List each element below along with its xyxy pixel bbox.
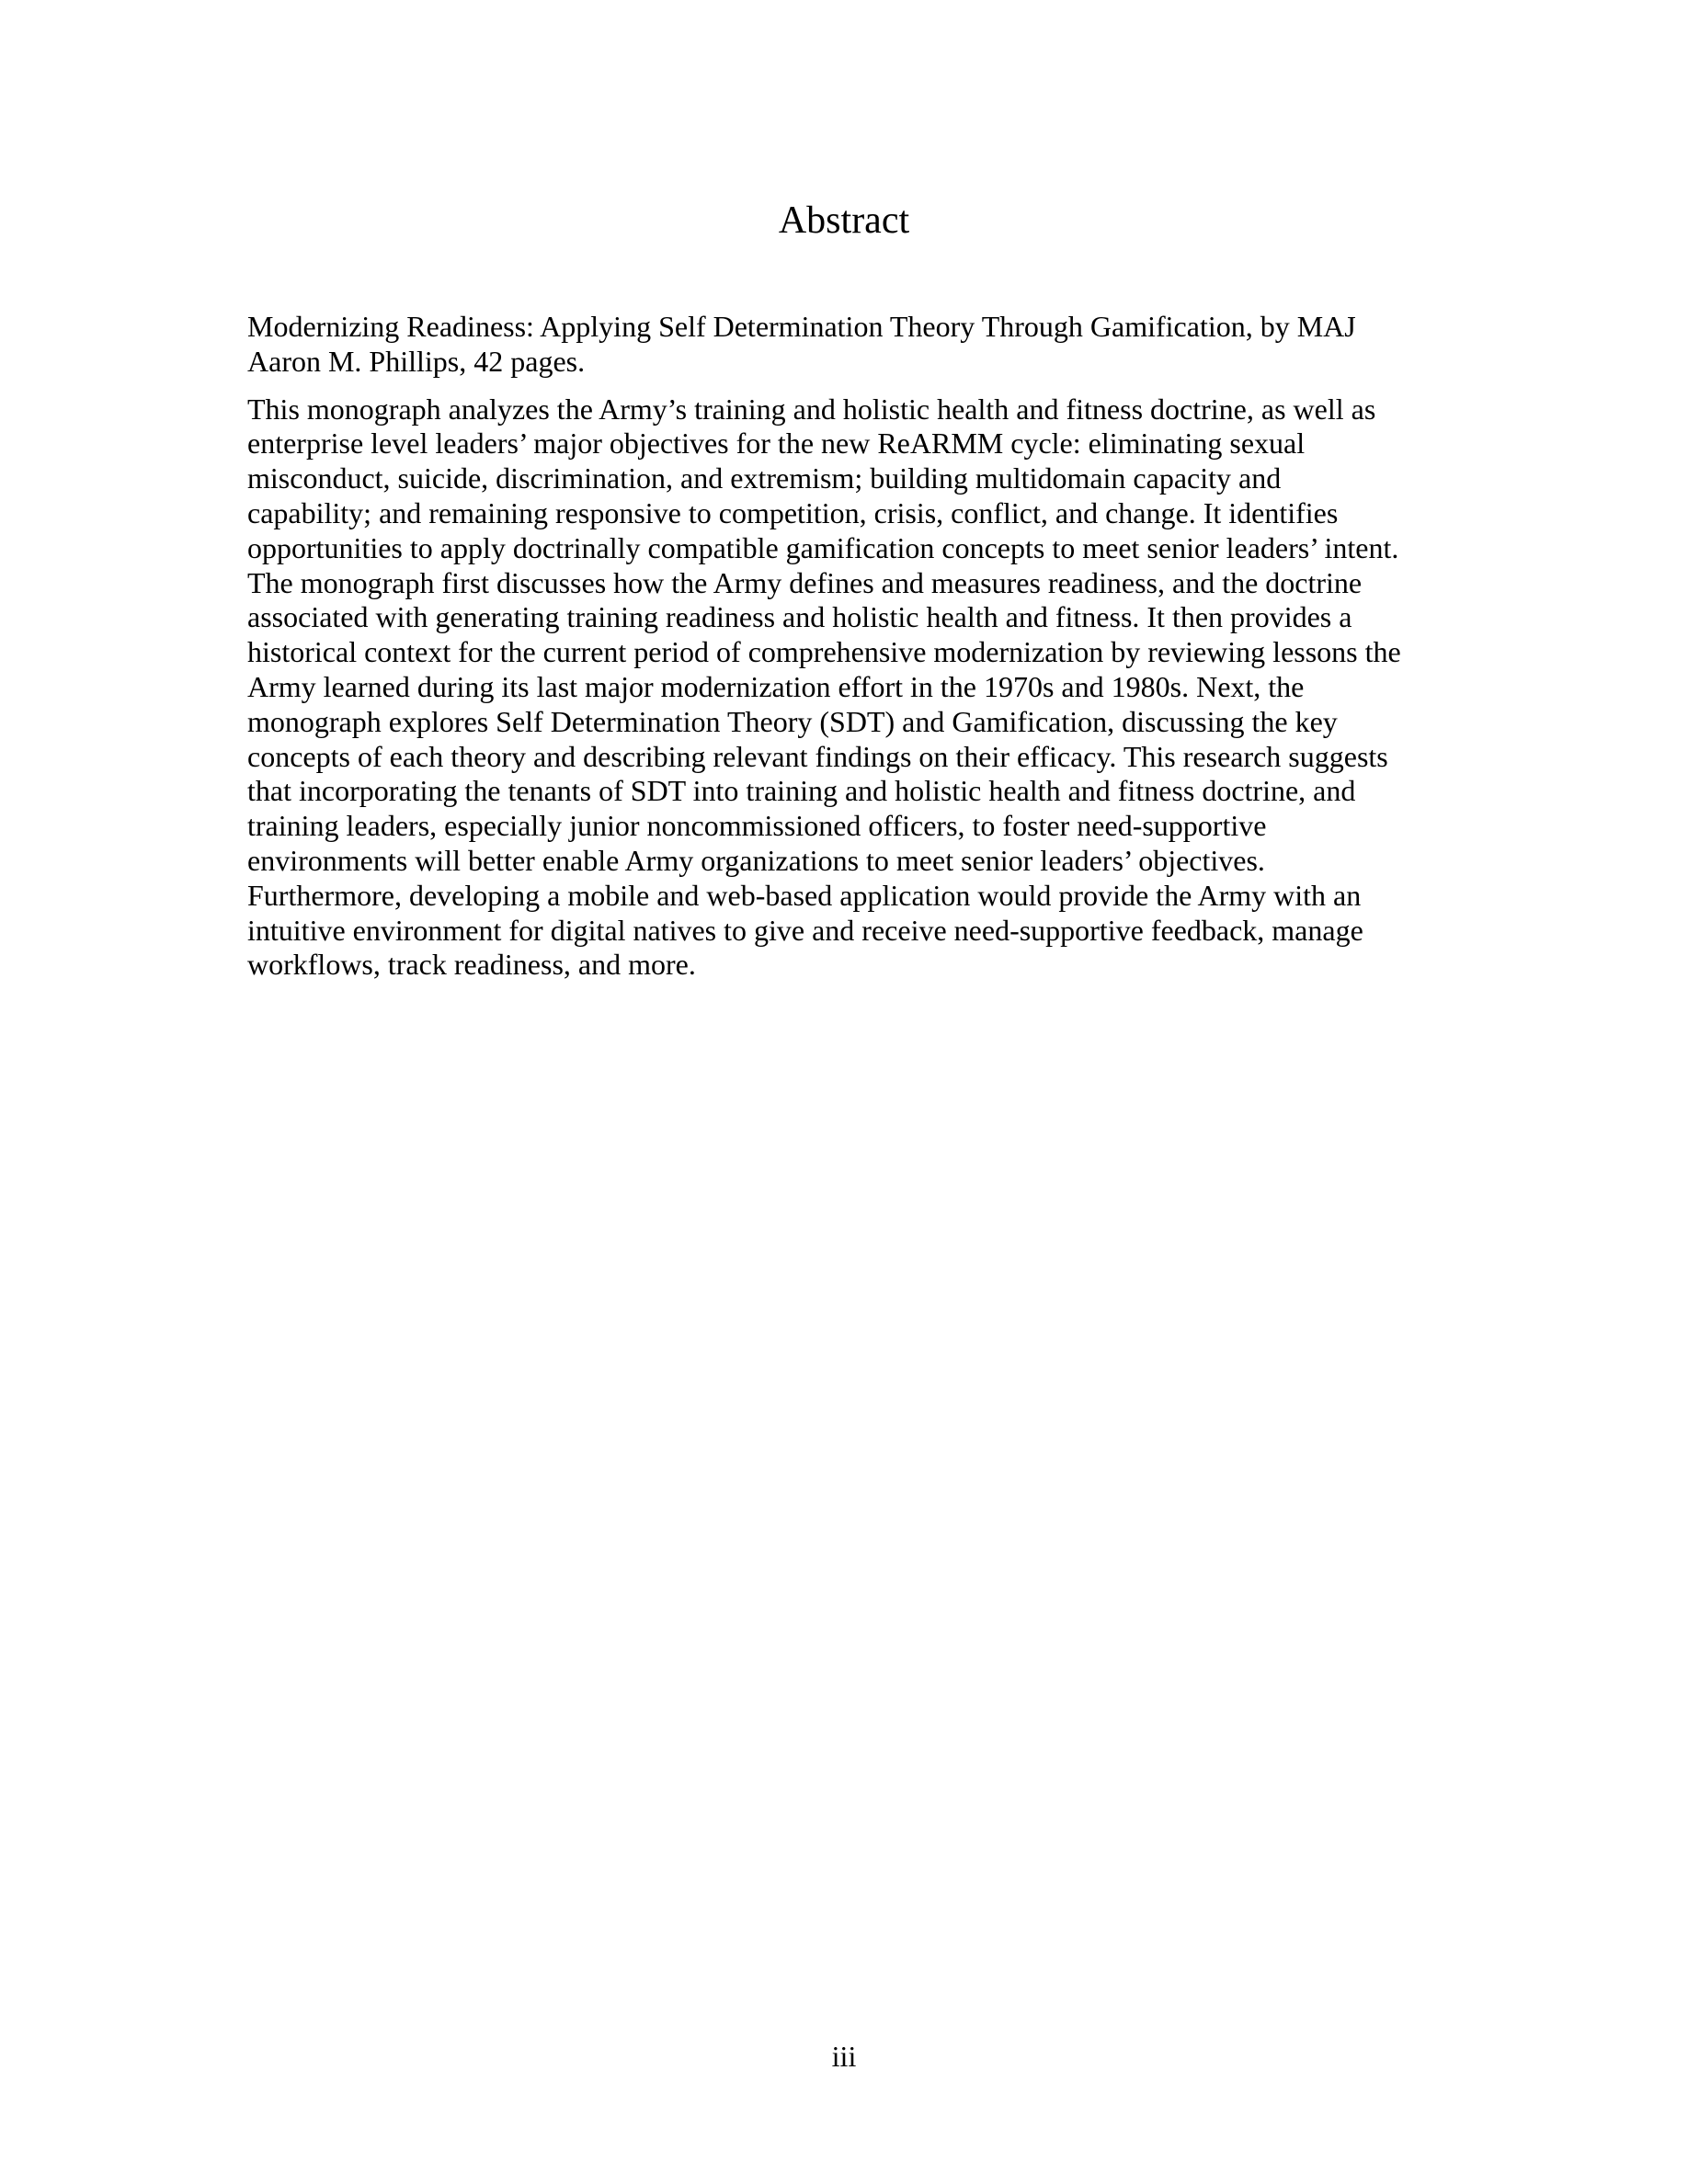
abstract-line: workflows, track readiness, and more. — [247, 948, 696, 982]
abstract-line: Furthermore, developing a mobile and web-based application would provide the Army with an — [247, 878, 1362, 912]
abstract-line: associated with generating training readiness and holistic health and fitness. It then provides a — [247, 600, 1352, 634]
abstract-line: enterprise level leaders’ major objectives for the new ReARMM cycle: eliminating sexual — [247, 427, 1306, 461]
page-heading: Abstract — [778, 199, 910, 242]
abstract-line: environments will better enable Army organizations to meet senior leaders’ objectives. — [247, 843, 1265, 877]
page-number: iii — [831, 2040, 857, 2073]
abstract-line: misconduct, suicide, discrimination, and extremism; building multidomain capacity and — [247, 461, 1282, 495]
abstract-line: training leaders, especially junior noncommissioned officers, to foster need-supportive — [247, 809, 1267, 843]
citation-paragraph — [247, 310, 1443, 380]
abstract-line: This monograph analyzes the Army’s training and holistic health and fitness doctrine, as well as — [247, 392, 1376, 426]
abstract-line: Army learned during its last major modernization effort in the 1970s and 1980s. Next, the — [247, 669, 1305, 703]
abstract-line: concepts of each theory and describing relevant findings on their efficacy. This research suggests — [247, 739, 1388, 773]
abstract-line: that incorporating the tenants of SDT into training and holistic health and fitness doctrine, and — [247, 774, 1356, 808]
abstract-line: capability; and remaining responsive to competition, crisis, conflict, and change. It identifies — [247, 495, 1339, 529]
abstract-line: opportunities to apply doctrinally compatible gamification concepts to meet senior leaders’ intent. — [247, 530, 1399, 564]
abstract-line: intuitive environment for digital natives to give and receive need-supportive feedback, manage — [247, 913, 1363, 947]
abstract-body — [247, 310, 1443, 983]
abstract-line: historical context for the current period of comprehensive modernization by reviewing lessons the — [247, 635, 1401, 669]
citation-line: Modernizing Readiness: Applying Self Determination Theory Through Gamification, by MAJ — [247, 310, 1356, 343]
abstract-line: The monograph first discusses how the Army defines and measures readiness, and the doctrine — [247, 565, 1363, 599]
abstract-paragraph — [247, 392, 1443, 984]
citation-line: Aaron M. Phillips, 42 pages. — [247, 344, 586, 378]
abstract-line: monograph explores Self Determination Theory (SDT) and Gamification, discussing the key — [247, 704, 1338, 738]
